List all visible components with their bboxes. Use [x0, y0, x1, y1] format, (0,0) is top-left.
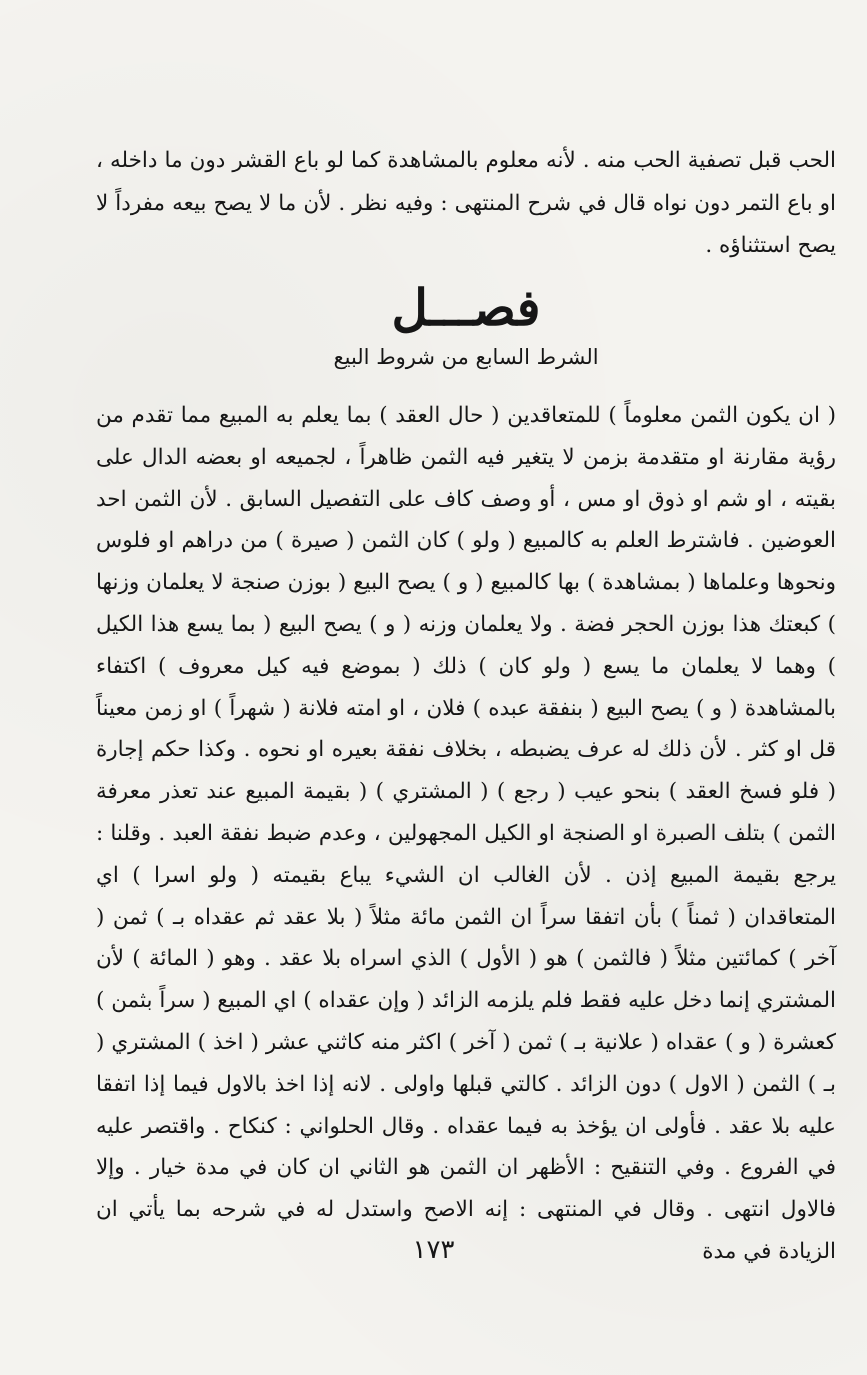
- page-number: ١٧٣: [412, 1235, 455, 1265]
- body-paragraph: ( ان يكون الثمن معلوماً ) للمتعاقدين ( حال العقد ) بما يعلم به المبيع مما تقدم من رؤية مقارنة او متقدمة بزمن لا يتغير فيه الثمن ظاهراً ، لجميعه او بعضه الدال على بقيته ، او شم او ذوق او مس ، أو وصف كاف على التفصيل السابق . لأن الثمن احد العوضين . فاشترط العلم به كالمبيع ( ولو ) كان الثمن ( صيرة ) من دراهم او فلوس ونحوها وعلماها ( بمشاهدة ) بها كالمبيع ( و ) يصح البيع ( بوزن صنجة لا يعلمان وزنها ) كبعتك هذا بوزن الحجر فضة . ولا يعلمان وزنه ( و ) يصح البيع ( بما يسع هذا الكيل ) وهما لا يعلمان ما يسع ( ولو كان ) ذلك ( بموضع فيه كيل معروف ) اكتفاء بالمشاهدة ( و ) يصح البيع ( بنفقة عبده ) فلان ، او امته فلانة ( شهراً ) او زمن معيناً قل او كثر . لأن ذلك له عرف يضبطه ، بخلاف نفقة بعيره او نحوه . وكذا حكم إجارة ( فلو فسخ العقد ) بنحو عيب ( رجع ) ( المشتري ) ( بقيمة المبيع عند تعذر معرفة الثمن ) بتلف الصبرة او الصنجة او الكيل المجهولين ، وعدم ضبط نفقة العبد . وقلنا : يرجع بقيمة المبيع إذن . لأن الغالب ان الشيء يباع بقيمته ( ولو اسرا ) اي المتعاقدان ( ثمناً ) بأن اتفقا سراً ان الثمن مائة مثلاً ( بلا عقد ثم عقداه بـ ) ثمن ( آخر ) كمائتين مثلاً ( فالثمن ) هو ( الأول ) الذي اسراه بلا عقد . وهو ( المائة ) لأن المشتري إنما دخل عليه فقط فلم يلزمه الزائد ( وإن عقداه ) اي المبيع ( سراً بثمن ) كعشرة ( و ) عقداه ( علانية بـ ) ثمن ( آخر ) اكثر منه كاثني عشر ( اخذ ) المشتري ( بـ ) الثمن ( الاول ) دون الزائد . كالتي قبلها واولى . لانه إذا اخذ بالاول فيما إذا اتفقا عليه بلا عقد . فأولى ان يؤخذ به فيما عقداه . وقال الحلواني : كنكاح . واقتصر عليه في الفروع . وفي التنقيح : الأظهر ان الثمن هو الثاني ان كان في مدة خيار . وإلا فالاول انتهى . وقال في المنتهى : إنه الاصح واستدل له في شرحه بما يأتي ان الزيادة في مدة: [96, 403, 836, 1264]
- section-heading: فصـــل: [391, 278, 541, 337]
- section-heading-block: [96, 276, 836, 374]
- section-subheading: الشرط السابع من شروط البيع: [333, 345, 599, 369]
- intro-paragraph: الحب قبل تصفية الحب منه . لأنه معلوم بالمشاهدة كما لو باع القشر دون ما داخله ، او باع التمر دون نواه قال في شرح المنتهى : وفيه نظر . لأن ما لا يصح بيعه مفرداً لا يصح استثناؤه .: [96, 148, 836, 258]
- body-paragraph-block: [96, 395, 836, 1273]
- intro-paragraph-block: [96, 140, 836, 268]
